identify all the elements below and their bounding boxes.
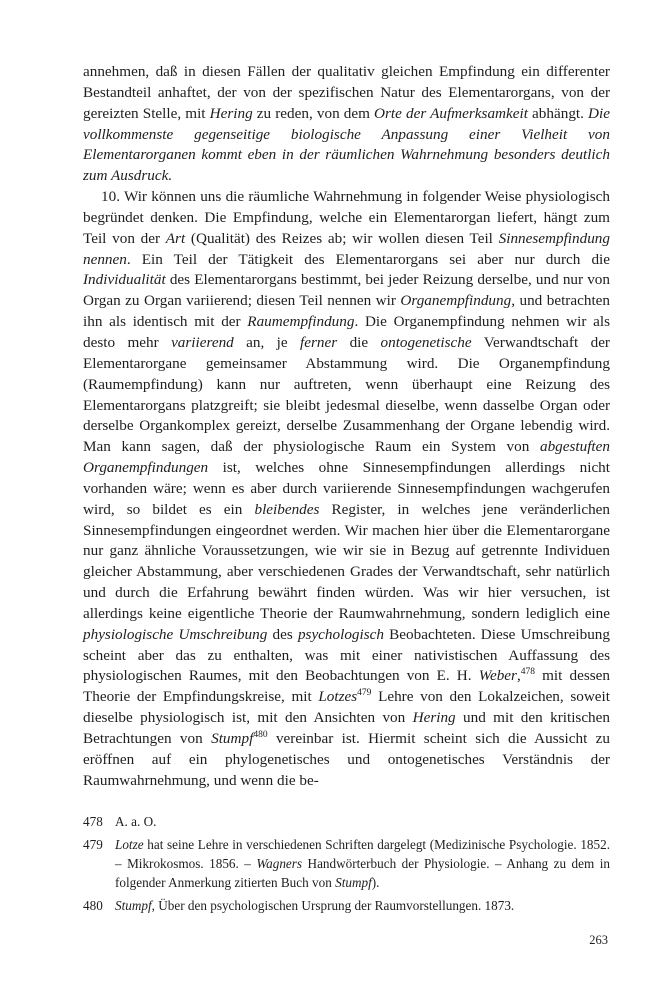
- text-run: des: [267, 625, 298, 643]
- italic-run: physiologische Umschreibung: [83, 625, 268, 643]
- italic-run: Hering: [209, 104, 253, 122]
- italic-run: Individualität: [83, 271, 166, 289]
- text-run: und mit den kritischen Betrachtungen von: [83, 709, 610, 747]
- text-run: zu reden, von dem: [252, 104, 375, 122]
- italic-run: Stumpf: [211, 730, 254, 747]
- italic-run: bleibendes: [254, 500, 320, 518]
- italic-run: Weber: [478, 667, 517, 685]
- italic-run: Lotze: [115, 837, 144, 852]
- italic-run: Hering: [412, 709, 456, 727]
- text-run: Register, in welches jene veränderlichen Sinnesempfindungen eingeordnet werden. Wir machen hier über die Elementarorgane nur ganz ähnliche Voraussetzungen, wie wir sie in Bezug auf getrennte Individuen gleicher Abstammung, aber verschiedenen Grades der Verwandtschaft, sehr natürlich und durch die Erfahrung bewährt finden würden. Was wir hier versuchen, ist allerdings keine eigentliche Theorie der Raumwahrnehmung, sondern lediglich eine: [83, 500, 610, 622]
- text-run: Beobachteten. Diese Umschreibung scheint aber das zu enthalten, was mit einer nativistischen Auffassung des physiologischen Raumes, mit den Beobachtungen von E. H.: [83, 625, 610, 685]
- italic-run: Sinnesempfindung nennen: [83, 229, 610, 268]
- text-run: ).: [371, 875, 380, 890]
- paragraph-continuation: [83, 62, 610, 187]
- text-run: Verwandtschaft der Elementarorgane gemeinsamer Abstammung wird. Die Organempfindung (Raumempfindung) kann nur auftreten, wenn überhaupt eine Reizung des Elementarorgans platzgreift; sie bleibt jedesmal dieselbe, wenn dasselbe Organ oder derselbe Organkomplex gereizt, derselbe Zusammenhang der Organe lebendig wird. Man kann sagen, daß der physiologische Raum ein System von: [83, 333, 610, 456]
- text-run: , und betrachten ihn als identisch mit der: [83, 292, 610, 331]
- italic-run: Stumpf: [115, 898, 152, 913]
- footnote-number: 480: [83, 898, 103, 913]
- italic-run: abgestuften Organempfindungen: [83, 438, 610, 477]
- italic-run: Orte der Aufmerksamkeit: [374, 104, 528, 122]
- text-run: mit dessen Theorie der Empfindungskreise, mit: [83, 667, 610, 706]
- text-run: des Elementarorgans bestimmt, bei jeder Reizung derselbe, und nur von Organ zu Organ variierend; diesen Teil nennen wir: [83, 271, 610, 310]
- italic-run: psychologisch: [297, 625, 384, 643]
- text-run: vereinbar ist. Hiermit scheint sich die Aussicht zu eröffnen auf ein phylogenetisches und ontogenetisches Verständnis der Raumwahrnehmung, und wenn die be-: [83, 730, 611, 789]
- text-run: die: [337, 333, 381, 351]
- text-run: an, je: [233, 333, 301, 351]
- italic-run: Organempfindung: [400, 292, 512, 310]
- text-run: A. a. O.: [115, 814, 157, 829]
- footnote-480: [83, 896, 610, 915]
- text-run: , Über den psychologischen Ursprung der Raumvorstellungen. 1873.: [151, 898, 515, 913]
- footnote-number: 478: [83, 814, 103, 829]
- footnote-text: [115, 835, 610, 892]
- text-run: ist, welches ohne Sinnesempfindungen allerdings nicht vorhanden wäre; wenn es aber durch variierende Sinnesempfindungen wachgerufen wird, so bildet es ein: [83, 459, 610, 518]
- text-run: ,: [516, 667, 521, 685]
- footnote-reference: 478: [520, 667, 535, 678]
- text-run: . Ein Teil der Tätigkeit des Elementarorgans sei aber nur durch die: [126, 250, 610, 268]
- italic-run: Wagners: [256, 856, 303, 871]
- footnote-479: [83, 835, 610, 892]
- text-run: 10. Wir können uns die räumliche Wahrnehmung in folgender Weise physiologisch begründet denken. Die Empfindung, welche ein Elementarorgan liefert, hängt zum Teil von der: [83, 188, 610, 247]
- footnote-478: [83, 812, 610, 831]
- text-run: (Qualität) des Reizes ab; wir wollen diesen Teil: [185, 229, 499, 247]
- italic-run: Art: [165, 229, 186, 247]
- body-text: [83, 62, 610, 792]
- footnotes: [83, 812, 610, 919]
- italic-run: Raumempfindung: [247, 313, 355, 331]
- footnote-text: [115, 812, 610, 831]
- italic-run: Stumpf: [335, 875, 372, 890]
- paragraph-section-10: [83, 187, 610, 791]
- text-run: abhängt.: [527, 104, 589, 122]
- footnote-reference: 479: [357, 688, 372, 699]
- italic-run: ferner: [300, 333, 338, 351]
- italic-run: Lotzes: [318, 688, 358, 706]
- italic-run: Die vollkommenste gegenseitige biologische Anpassung einer Vielheit von Elementarorganen kommt eben in der räumlichen Wahrnehmung besonders deutlich zum Ausdruck.: [83, 104, 610, 185]
- footnote-number: 479: [83, 837, 103, 852]
- page-number: 263: [589, 933, 608, 947]
- italic-run: ontogenetische: [380, 333, 472, 351]
- italic-run: variierend: [171, 333, 234, 351]
- text-run: hat seine Lehre in verschiedenen Schriften dargelegt (Medizinische Psychologie. 1852. – Mikrokosmos. 1856. –: [115, 837, 610, 871]
- text-run: annehmen, daß in diesen Fällen der qualitativ gleichen Empfindung ein differenter Bestandteil anhaftet, der von der spezifischen Natur des Elementarorgans, von der gereizten Stelle, mit: [83, 63, 610, 122]
- footnote-text: [115, 896, 610, 915]
- text-run: Lehre von den Lokalzeichen, soweit dieselbe physiologisch ist, mit den Ansichten von: [83, 688, 610, 727]
- footnote-reference: 480: [253, 730, 268, 740]
- text-run: Handwörterbuch der Physiologie. – Anhang zu dem in folgender Anmerkung zitierten Buch von: [115, 856, 610, 890]
- text-run: . Die Organempfindung nehmen wir als desto mehr: [83, 313, 610, 351]
